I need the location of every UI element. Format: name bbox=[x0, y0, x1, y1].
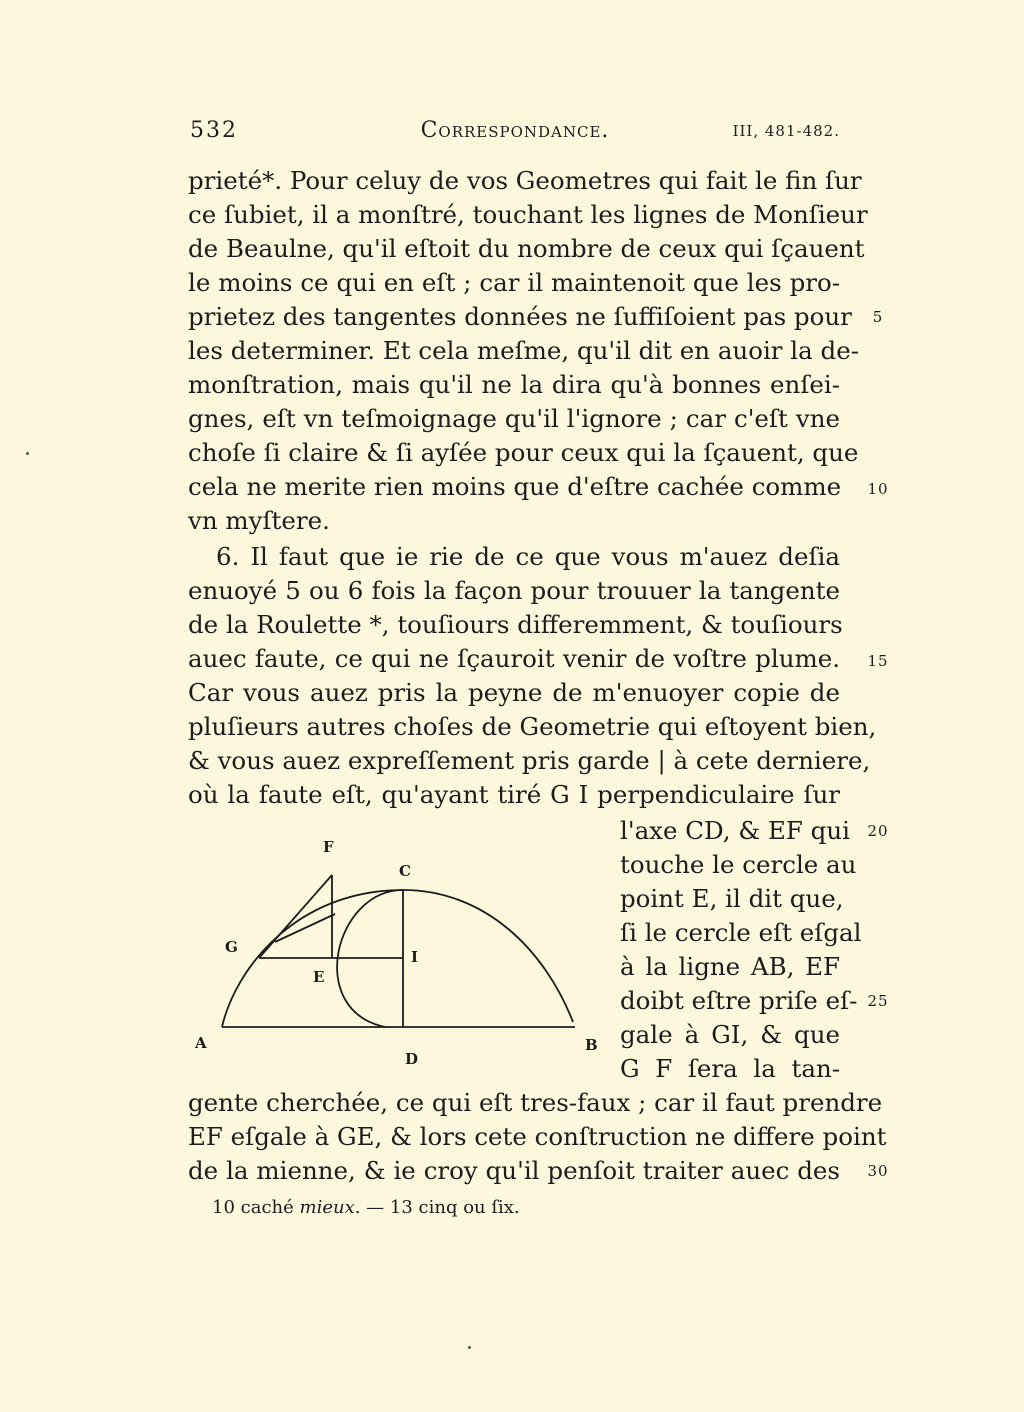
footnote-text: . — 13 cinq ou ſix. bbox=[354, 1197, 520, 1218]
paragraph-start-line: 6. Il faut que ie rie de ce que vous m'auez deſia bbox=[216, 542, 840, 571]
line-number: 25 bbox=[867, 992, 889, 1010]
label-g: G bbox=[225, 938, 238, 956]
running-title: Correspondance. bbox=[420, 118, 610, 143]
text-line: enuoyé 5 ou 6 fois la façon pour trouuer la tangente bbox=[188, 576, 840, 605]
label-b: B bbox=[585, 1036, 598, 1054]
text-line: choſe ſi claire & ſi ayſée pour ceux qui la ſçauent, que bbox=[188, 438, 859, 467]
text-line: de la mienne, & ie croy qu'il penſoit traiter auec des bbox=[188, 1156, 840, 1185]
text-line-beside-figure: G F ſera la tan- bbox=[620, 1054, 840, 1083]
line-number: 30 bbox=[867, 1162, 889, 1180]
geometry-diagram bbox=[185, 830, 605, 1070]
text-line: Car vous auez pris la peyne de m'enuoyer copie de bbox=[188, 678, 840, 707]
text-line: ce ſubiet, il a monſtré, touchant les lignes de Monſieur bbox=[188, 200, 868, 229]
label-i: I bbox=[411, 948, 419, 966]
label-f: F bbox=[323, 838, 334, 856]
paper-speck bbox=[468, 1346, 471, 1349]
text-line: gnes, eſt vn teſmoignage qu'il l'ignore ; car c'eſt vne bbox=[188, 404, 840, 433]
footnote-text: 10 caché bbox=[212, 1197, 300, 1218]
text-line: pluſieurs autres choſes de Geometrie qui eſtoyent bien, bbox=[188, 712, 877, 741]
text-line: gente cherchée, ce qui eſt tres-faux ; car il faut prendre bbox=[188, 1088, 883, 1117]
text-line: prietez des tangentes données ne ſuffiſoient pas pour bbox=[188, 302, 852, 331]
line-number: 5 bbox=[872, 308, 884, 326]
text-line: EF eſgale à GE, & lors cete conſtruction ne differe point bbox=[188, 1122, 887, 1151]
text-line-beside-figure: ſi le cercle eſt eſgal bbox=[620, 918, 862, 947]
footnote bbox=[212, 1194, 520, 1222]
text-line: cela ne merite rien moins que d'eſtre cachée comme bbox=[188, 472, 842, 501]
text-line-beside-figure: doibt eſtre priſe eſ- bbox=[620, 986, 858, 1015]
label-a: A bbox=[195, 1034, 207, 1052]
text-line-beside-figure: l'axe CD, & EF qui bbox=[620, 816, 850, 845]
roulette-tangent-figure bbox=[185, 830, 605, 1070]
label-d: D bbox=[405, 1050, 419, 1068]
text-line: auec faute, ce qui ne ſçauroit venir de voſtre plume. bbox=[188, 644, 840, 673]
paper-speck bbox=[26, 452, 29, 455]
tangent-gf bbox=[259, 875, 332, 958]
text-line: les determiner. Et cela meſme, qu'il dit en auoir la de- bbox=[188, 336, 859, 365]
line-number: 20 bbox=[867, 822, 889, 840]
text-line: & vous auez expreſſement pris garde | à cete derniere, bbox=[188, 746, 871, 775]
text-line-beside-figure: à la ligne AB, EF bbox=[620, 952, 840, 981]
text-line-beside-figure: touche le cercle au bbox=[620, 850, 857, 879]
footnote-italic: mieux bbox=[299, 1197, 355, 1218]
text-line: de la Roulette *, touſiours differemment, & touſiours bbox=[188, 610, 843, 639]
text-line-beside-figure: point E, il dit que, bbox=[620, 884, 844, 913]
text-line: vn myſtere. bbox=[188, 506, 330, 535]
volume-reference: III, 481-482. bbox=[732, 122, 840, 140]
label-c: C bbox=[399, 862, 411, 880]
line-number: 10 bbox=[867, 480, 889, 498]
line-number: 15 bbox=[867, 652, 889, 670]
running-header bbox=[190, 118, 840, 150]
text-line: prieté*. Pour celuy de vos Geometres qui fait le fin ſur bbox=[188, 166, 862, 195]
text-line: le moins ce qui en eſt ; car il maintenoit que les pro- bbox=[188, 268, 840, 297]
text-line: de Beaulne, qu'il eſtoit du nombre de ceux qui ſçauent bbox=[188, 234, 865, 263]
page-number: 532 bbox=[190, 118, 238, 143]
text-line: où la faute eſt, qu'ayant tiré G I perpendiculaire ſur bbox=[188, 780, 840, 809]
text-line-beside-figure: gale à GI, & que bbox=[620, 1020, 840, 1049]
text-line: monſtration, mais qu'il ne la dira qu'à bonnes enſei- bbox=[188, 370, 840, 399]
label-e: E bbox=[313, 968, 325, 986]
